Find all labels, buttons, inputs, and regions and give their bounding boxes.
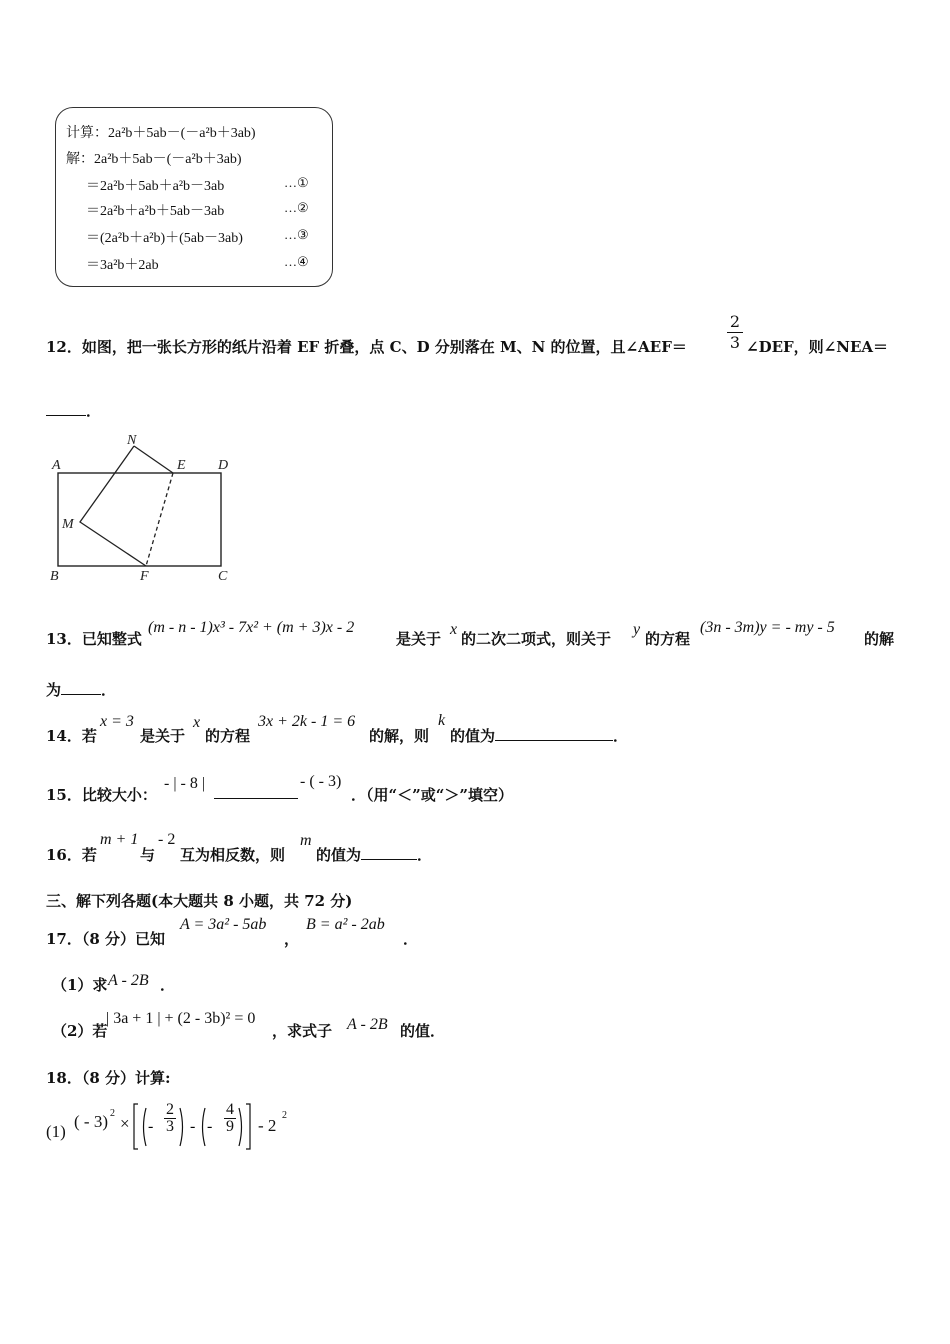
label-n: N bbox=[127, 433, 137, 448]
q18-f2-num: 4 bbox=[226, 1101, 234, 1118]
q13-var-y: y bbox=[633, 621, 641, 638]
q17-p2-expr2: A - 2B bbox=[347, 1016, 388, 1033]
q17-num: 17．（8 分）已知 bbox=[46, 930, 166, 948]
label-c: C bbox=[218, 569, 228, 584]
q12-frac-den: 3 bbox=[729, 333, 741, 352]
example-line-1: 计算：2a²b＋5ab－(－a²b＋3ab) bbox=[66, 126, 256, 141]
svg-text:-: - bbox=[190, 1118, 196, 1135]
q16-mid1: 与 bbox=[140, 846, 156, 864]
q15-expr1: - | - 8 | bbox=[164, 775, 206, 792]
question-12 bbox=[46, 336, 687, 357]
q15-expr2: - ( - 3) bbox=[300, 773, 342, 790]
q13-answer-blank[interactable] bbox=[61, 680, 101, 695]
q16-end: ． bbox=[417, 846, 433, 864]
q17-p1-expr: A - 2B bbox=[108, 972, 149, 989]
q14-var-k: k bbox=[438, 712, 446, 729]
label-b: B bbox=[50, 569, 59, 584]
q14-mid2: 的方程 bbox=[205, 727, 251, 745]
q12-figure bbox=[44, 428, 244, 586]
q18-exp: 2 bbox=[110, 1108, 115, 1119]
q13-mid1: 是关于 bbox=[396, 630, 442, 648]
q12-frac-num: 2 bbox=[727, 312, 743, 333]
example-line-4: ＝2a²b＋a²b＋5ab－3ab bbox=[86, 204, 225, 219]
q14-mid1: 是关于 bbox=[140, 727, 186, 745]
q18-frac-2 bbox=[224, 1102, 236, 1135]
q18-tail-exp: 2 bbox=[282, 1110, 287, 1121]
q18-times: × bbox=[120, 1114, 130, 1133]
q14-tail bbox=[450, 725, 628, 746]
q16-mid2: 互为相反数，则 bbox=[180, 846, 286, 864]
q12-answer-blank[interactable] bbox=[46, 401, 86, 416]
q14-var-x: x bbox=[193, 714, 201, 731]
example-line-6: ＝3a²b＋2ab bbox=[86, 258, 159, 273]
label-d: D bbox=[218, 458, 229, 473]
section-3-heading: 三、解下列各题(本大题共 8 小题，共 72 分) bbox=[46, 892, 353, 910]
q17-p2-end: 的值． bbox=[400, 1022, 446, 1040]
q17-p1-label: （1）求 bbox=[52, 976, 108, 994]
q18-f2-den: 9 bbox=[226, 1118, 234, 1135]
line-ne bbox=[134, 446, 173, 473]
label-m: M bbox=[62, 517, 74, 532]
q16-answer-blank[interactable] bbox=[361, 845, 417, 860]
q13-mid3: 的方程 bbox=[645, 630, 691, 648]
q16-mid3: 的值为 bbox=[316, 846, 362, 864]
q12-text-a: 12．如图，把一张长方形的纸片沿着 EF 折叠，点 C、D 分别落在 M、N 的位置，且∠AEF＝ bbox=[46, 338, 687, 356]
q16-expr2: - 2 bbox=[158, 831, 176, 848]
q17-expr-b: B = a² - 2ab bbox=[306, 916, 385, 933]
q15-num: 15．比较大小： bbox=[46, 786, 157, 804]
q15-blank-wrap bbox=[214, 784, 298, 803]
q17-expr-a: A = 3a² - 5ab bbox=[180, 916, 267, 933]
q17-comma: ， bbox=[284, 930, 300, 948]
example-line-5: ＝(2a²b＋a²b)＋(5ab－3ab) bbox=[86, 231, 243, 246]
q16-expr1: m + 1 bbox=[100, 831, 139, 848]
svg-text:-: - bbox=[207, 1118, 213, 1135]
q17-p1-end: ． bbox=[160, 976, 176, 994]
q13-expr1: (m - n - 1)x³ - 7x² + (m + 3)x - 2 bbox=[148, 619, 355, 636]
q18-f1-num: 2 bbox=[166, 1101, 174, 1118]
q13-line2 bbox=[46, 679, 116, 700]
q14-mid4: 的值为 bbox=[450, 727, 496, 745]
label-e: E bbox=[177, 458, 186, 473]
q14-mid3: 的解，则 bbox=[369, 727, 430, 745]
q16-num: 16．若 bbox=[46, 846, 97, 864]
q14-num: 14．若 bbox=[46, 727, 97, 745]
q18-bracket-expression bbox=[132, 1102, 302, 1152]
q14-answer-blank[interactable] bbox=[495, 726, 613, 741]
example-line-2: 解：2a²b＋5ab－(－a²b＋3ab) bbox=[66, 152, 242, 167]
q14-expr2: 3x + 2k - 1 = 6 bbox=[258, 713, 356, 730]
q18-tail: - 2 bbox=[258, 1116, 277, 1135]
q18-num: 18．（8 分）计算: bbox=[46, 1069, 171, 1087]
example-step-tag-6: …④ bbox=[284, 254, 309, 269]
q17-p2-mid: ，求式子 bbox=[272, 1022, 333, 1040]
q13-var-x: x bbox=[450, 621, 458, 638]
example-step-tag-4: …② bbox=[284, 200, 309, 215]
example-step-tag-3: …① bbox=[284, 175, 309, 190]
q12-fraction bbox=[727, 312, 743, 353]
q13-expr2: (3n - 3m)y = - my - 5 bbox=[700, 619, 835, 636]
q13-end: ． bbox=[101, 681, 117, 699]
label-a: A bbox=[52, 458, 61, 473]
q13-mid2: 的二次二项式，则关于 bbox=[461, 630, 612, 648]
q15-answer-blank[interactable] bbox=[214, 784, 298, 799]
example-solution-box bbox=[55, 107, 333, 287]
q17-p2-label: （2）若 bbox=[52, 1022, 108, 1040]
fold-line-ef bbox=[146, 473, 173, 566]
q18-base: ( - 3) bbox=[74, 1112, 108, 1131]
q13-num: 13．已知整式 bbox=[46, 630, 142, 648]
question-13 bbox=[46, 628, 142, 649]
q12-text-b-wrap bbox=[746, 336, 888, 357]
q13-mid4: 的解 bbox=[864, 630, 895, 648]
q12-end: ． bbox=[86, 402, 102, 420]
q18-f1-den: 3 bbox=[166, 1118, 174, 1135]
q12-text-b: ∠DEF，则∠NEA＝ bbox=[746, 338, 889, 356]
q17-end: ． bbox=[403, 930, 419, 948]
q12-answer-line bbox=[46, 400, 101, 421]
example-step-tag-5: …③ bbox=[284, 227, 309, 242]
q16-var-m: m bbox=[300, 832, 312, 849]
q14-expr1: x = 3 bbox=[100, 713, 134, 730]
svg-text:-: - bbox=[148, 1118, 154, 1135]
q14-end: ． bbox=[613, 727, 629, 745]
folded-edges bbox=[80, 446, 146, 566]
q18-frac-1 bbox=[164, 1102, 176, 1135]
label-f: F bbox=[140, 569, 149, 584]
q17-p2-expr: | 3a + 1 | + (2 - 3b)² = 0 bbox=[106, 1010, 256, 1027]
q15-end: ．（用“＜”或“＞”填空） bbox=[351, 786, 514, 804]
q18-p1-label: (1) bbox=[46, 1122, 66, 1141]
example-line-3: ＝2a²b＋5ab＋a²b－3ab bbox=[86, 179, 225, 194]
q16-tail bbox=[316, 844, 432, 865]
q13-line2-text: 为 bbox=[46, 681, 62, 699]
